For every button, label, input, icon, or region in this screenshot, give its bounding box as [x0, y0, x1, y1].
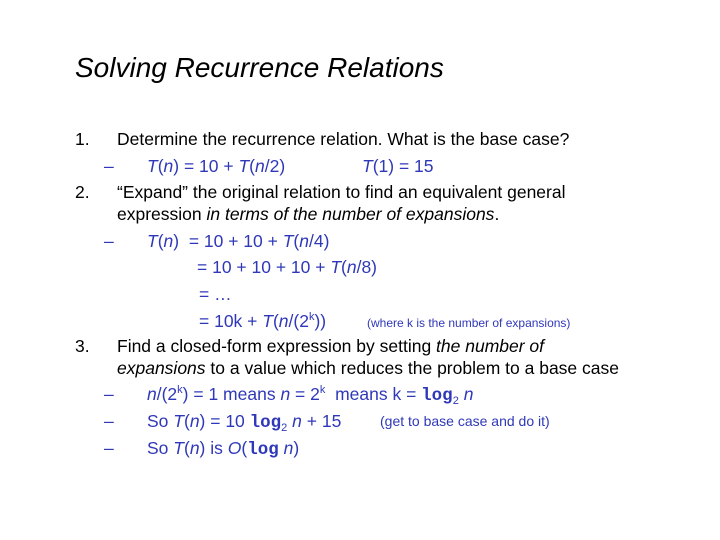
step-1-text: Determine the recurrence relation. What is the base case?	[117, 129, 570, 149]
closed-form-note: (get to base case and do it)	[380, 413, 550, 429]
step-2-text-line2: expression in terms of the number of expansions.	[117, 204, 500, 224]
step-2-text-line1: “Expand” the original relation to find an equivalent general	[117, 182, 566, 202]
step-3-sub3-marker: –	[104, 438, 114, 458]
slide-title: Solving Recurrence Relations	[75, 52, 444, 83]
step-3-text-line2: expansions to a value which reduces the problem to a base case	[117, 358, 619, 378]
closed-form-solution: So T(n) = 10 $\log_2 n + 15$	[147, 411, 342, 434]
step-3-text-line1: Find a closed-form expression by setting the number of	[117, 336, 545, 356]
step-1-number: 1.	[75, 129, 90, 149]
step-3-number: 3.	[75, 336, 90, 356]
step-1-sub-marker: –	[104, 156, 114, 176]
expansion-note: (where k is the number of expansions)	[367, 316, 571, 330]
step-1-relation: T(n) = 10 + T(n/2)	[147, 156, 286, 176]
step-2-number: 2.	[75, 182, 90, 202]
closed-form-condition: $n/(2^k) = 1$ means $n = 2^k$ means $k = \log_2 n$	[147, 384, 474, 407]
step-2-sub-marker: –	[104, 231, 114, 251]
step-3-sub2-marker: –	[104, 411, 114, 431]
expansion-line-3: = …	[199, 284, 232, 304]
expansion-line-1: T(n) = 10 + 10 + T(n/4)	[147, 231, 330, 251]
step-3-sub1-marker: –	[104, 384, 114, 404]
expansion-line-2: = 10 + 10 + 10 + T(n/8)	[197, 257, 378, 277]
step-1-base-case: T(1) = 15	[362, 156, 434, 176]
big-o-result: So T(n) is O(log n)	[147, 438, 300, 460]
expansion-line-4: = $10k + T(n/(2^k))$	[199, 311, 327, 331]
